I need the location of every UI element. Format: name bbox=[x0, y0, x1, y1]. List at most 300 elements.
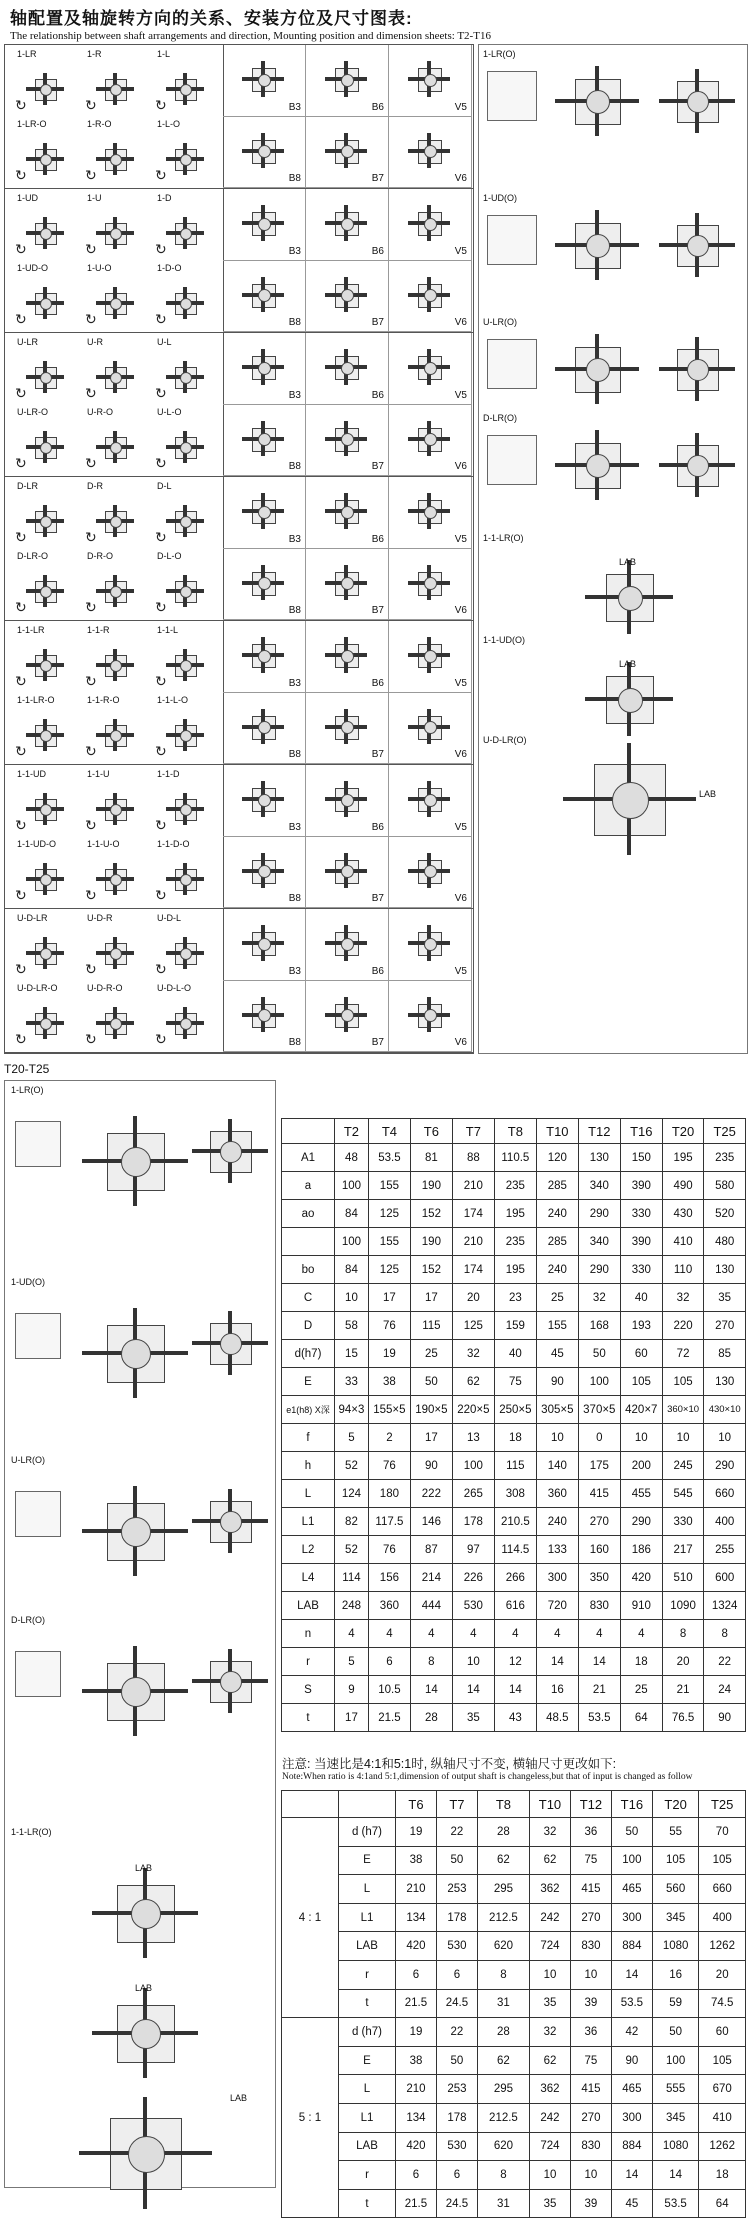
table-cell: 530 bbox=[452, 1592, 494, 1620]
table-cell: 720 bbox=[536, 1592, 578, 1620]
table-cell: 830 bbox=[578, 1592, 620, 1620]
rotation-arrow-icon: ↻ bbox=[155, 673, 167, 689]
table-cell: L1 bbox=[282, 1508, 335, 1536]
table-cell bbox=[282, 1228, 335, 1256]
rotation-arrow-icon: ↻ bbox=[15, 1031, 27, 1047]
table-cell: 35 bbox=[530, 1989, 571, 2018]
flange-circle bbox=[424, 289, 437, 302]
table-cell: 600 bbox=[704, 1564, 746, 1592]
table-cell: 4 bbox=[620, 1620, 662, 1648]
table-cell: h bbox=[282, 1452, 335, 1480]
arrangement-picture bbox=[83, 193, 143, 263]
arrangement-picture bbox=[83, 49, 143, 119]
drawing-label: 1-1-UD(O) bbox=[483, 635, 525, 645]
table-cell: 10 bbox=[570, 1960, 611, 1989]
flange-circle bbox=[180, 1018, 192, 1030]
front-view-drawing bbox=[15, 1651, 61, 1697]
table-cell: 25 bbox=[536, 1284, 578, 1312]
column-header: T20 bbox=[652, 1791, 699, 1818]
mounting-position bbox=[223, 981, 306, 1053]
table-cell: 8 bbox=[477, 2161, 529, 2190]
table-cell: 45 bbox=[536, 1340, 578, 1368]
flange-circle bbox=[612, 782, 649, 819]
table-cell: 178 bbox=[452, 1508, 494, 1536]
mounting-position bbox=[306, 621, 389, 693]
table-cell: LAB bbox=[282, 1592, 335, 1620]
table-cell: 6 bbox=[368, 1648, 410, 1676]
column-header bbox=[282, 1791, 339, 1818]
table-cell: 1324 bbox=[704, 1592, 746, 1620]
rotation-arrow-icon: ↻ bbox=[85, 311, 97, 327]
table-cell: 250×5 bbox=[494, 1396, 536, 1424]
mounting-label: V6 bbox=[454, 461, 467, 472]
flange-circle bbox=[341, 577, 354, 590]
flange-circle bbox=[180, 298, 192, 310]
mounting-label: B3 bbox=[288, 965, 301, 977]
flange-circle bbox=[180, 874, 192, 886]
table-cell: 174 bbox=[452, 1200, 494, 1228]
table-cell: 152 bbox=[410, 1200, 452, 1228]
table-cell: 248 bbox=[335, 1592, 369, 1620]
mounting-position bbox=[389, 261, 472, 333]
mounting-label: B7 bbox=[371, 749, 384, 760]
flange-circle bbox=[110, 516, 122, 528]
arrangement-label: U-R-O bbox=[87, 407, 113, 417]
rotation-arrow-icon: ↻ bbox=[15, 599, 27, 615]
table-cell: 72 bbox=[662, 1340, 704, 1368]
flange-circle bbox=[180, 84, 192, 96]
table-cell: 415 bbox=[570, 1875, 611, 1904]
flange-circle bbox=[121, 1147, 151, 1177]
table-cell: 15 bbox=[335, 1340, 369, 1368]
flange-circle bbox=[341, 865, 354, 878]
flange-circle bbox=[258, 289, 271, 302]
table-cell: 100 bbox=[335, 1228, 369, 1256]
table-cell: 4 bbox=[410, 1620, 452, 1648]
flange-circle bbox=[586, 358, 610, 382]
table-row bbox=[282, 2132, 746, 2161]
arrangement-label: U-D-LR bbox=[17, 913, 48, 923]
table-cell: 420 bbox=[620, 1564, 662, 1592]
rotation-arrow-icon: ↻ bbox=[15, 673, 27, 689]
table-cell: 19 bbox=[368, 1340, 410, 1368]
table-cell: 420 bbox=[396, 1932, 437, 1961]
column-header bbox=[339, 1791, 396, 1818]
rotation-arrow-icon: ↻ bbox=[15, 167, 27, 183]
flange-circle bbox=[40, 948, 52, 960]
table-cell: 300 bbox=[536, 1564, 578, 1592]
table-cell: 97 bbox=[452, 1536, 494, 1564]
table-cell: 660 bbox=[704, 1480, 746, 1508]
drawing-label: D-LR(O) bbox=[483, 413, 517, 423]
table-cell: 50 bbox=[410, 1368, 452, 1396]
table-cell: 415 bbox=[578, 1480, 620, 1508]
table-cell: 105 bbox=[620, 1368, 662, 1396]
flange-circle bbox=[180, 154, 192, 166]
table-cell: 20 bbox=[452, 1284, 494, 1312]
mounting-label: V5 bbox=[454, 245, 467, 257]
mounting-label: B3 bbox=[288, 677, 301, 689]
table-cell: 14 bbox=[652, 2161, 699, 2190]
table-cell: 33 bbox=[335, 1368, 369, 1396]
table-cell: 290 bbox=[620, 1508, 662, 1536]
arrangement-picture bbox=[153, 625, 213, 695]
flange-circle bbox=[341, 506, 354, 519]
table-cell: 35 bbox=[530, 2189, 571, 2218]
table-cell: 1262 bbox=[699, 2132, 746, 2161]
flange-circle bbox=[121, 1677, 151, 1707]
flange-circle bbox=[40, 874, 52, 886]
front-view-drawing bbox=[487, 339, 537, 389]
table-cell: 22 bbox=[704, 1648, 746, 1676]
table-cell: 1080 bbox=[652, 2132, 699, 2161]
table-cell: t bbox=[339, 2189, 396, 2218]
table-cell: E bbox=[339, 2046, 396, 2075]
table-cell: 130 bbox=[704, 1256, 746, 1284]
table-row bbox=[282, 1144, 746, 1172]
arrangement-label: U-D-LR-O bbox=[17, 983, 58, 993]
table-cell: t bbox=[339, 1989, 396, 2018]
drawing-label: U-LR(O) bbox=[483, 317, 517, 327]
flange-circle bbox=[110, 442, 122, 454]
table-cell: 210 bbox=[396, 1875, 437, 1904]
table-cell: 10 bbox=[530, 1960, 571, 1989]
flange-circle bbox=[258, 794, 271, 807]
table-cell: 110.5 bbox=[494, 1144, 536, 1172]
mounting-label: B8 bbox=[288, 893, 301, 904]
flange-circle bbox=[341, 1009, 354, 1022]
mounting-label: B8 bbox=[288, 1037, 301, 1048]
mounting-label: V6 bbox=[454, 317, 467, 328]
table-cell: 180 bbox=[368, 1480, 410, 1508]
flange-circle bbox=[110, 84, 122, 96]
arrangement-label: U-LR-O bbox=[17, 407, 48, 417]
arrangement-label: 1-1-LR-O bbox=[17, 695, 55, 705]
rotation-arrow-icon: ↻ bbox=[155, 97, 167, 113]
table-cell: 530 bbox=[436, 2132, 477, 2161]
arrangement-label: 1-UD-O bbox=[17, 263, 48, 273]
table-cell: 10 bbox=[620, 1424, 662, 1452]
table-cell: 2 bbox=[368, 1424, 410, 1452]
table-cell: 235 bbox=[494, 1172, 536, 1200]
rotation-arrow-icon: ↻ bbox=[85, 97, 97, 113]
table-cell: 285 bbox=[536, 1172, 578, 1200]
rotation-arrow-icon: ↻ bbox=[85, 887, 97, 903]
flange-circle bbox=[341, 794, 354, 807]
table-cell: 87 bbox=[410, 1536, 452, 1564]
table-cell: r bbox=[282, 1648, 335, 1676]
front-view-drawing bbox=[487, 71, 537, 121]
table-cell: 490 bbox=[662, 1172, 704, 1200]
table-cell: 10 bbox=[662, 1424, 704, 1452]
table-cell: 9 bbox=[335, 1676, 369, 1704]
arrangement-label: U-L bbox=[157, 337, 172, 347]
flange-circle bbox=[258, 721, 271, 734]
table-cell: 81 bbox=[410, 1144, 452, 1172]
lab-dimension-label: LAB bbox=[699, 789, 717, 799]
table-cell: 75 bbox=[570, 1846, 611, 1875]
table-cell: 4 bbox=[578, 1620, 620, 1648]
table-cell: 1090 bbox=[662, 1592, 704, 1620]
arrangement-picture bbox=[13, 193, 73, 263]
ratio-cell: 5 : 1 bbox=[282, 2018, 339, 2218]
table-cell: 670 bbox=[699, 2075, 746, 2104]
ratio-cell: 4 : 1 bbox=[282, 1818, 339, 2018]
table-cell: 84 bbox=[335, 1200, 369, 1228]
arrangement-label: 1-U-O bbox=[87, 263, 112, 273]
table-row bbox=[282, 1172, 746, 1200]
mounting-label: V6 bbox=[454, 173, 467, 184]
arrangement-cell bbox=[5, 621, 224, 764]
mounting-position bbox=[306, 837, 389, 909]
mounting-label: B7 bbox=[371, 461, 384, 472]
rotation-arrow-icon: ↻ bbox=[15, 311, 27, 327]
table-cell: n bbox=[282, 1620, 335, 1648]
flange-circle bbox=[424, 865, 437, 878]
table-cell: 19 bbox=[396, 2018, 437, 2047]
lab-dimension-label: LAB bbox=[230, 2093, 248, 2103]
table-cell: 510 bbox=[662, 1564, 704, 1592]
drawing-label: U-LR(O) bbox=[11, 1455, 45, 1465]
table-cell: 300 bbox=[611, 1903, 652, 1932]
table-cell: 130 bbox=[578, 1144, 620, 1172]
table-cell: 884 bbox=[611, 1932, 652, 1961]
table-cell: 110 bbox=[662, 1256, 704, 1284]
flange-circle bbox=[180, 730, 192, 742]
table-cell: 724 bbox=[530, 2132, 571, 2161]
table-row bbox=[282, 2075, 746, 2104]
mounting-label: B3 bbox=[288, 245, 301, 257]
arrangement-label: U-D-R-O bbox=[87, 983, 123, 993]
flange-circle bbox=[424, 218, 437, 231]
table-cell: 124 bbox=[335, 1480, 369, 1508]
table-cell: 620 bbox=[477, 2132, 529, 2161]
table-cell: 50 bbox=[436, 1846, 477, 1875]
arrangement-label: 1-L-O bbox=[157, 119, 181, 129]
table-cell: 160 bbox=[578, 1536, 620, 1564]
flange-circle bbox=[424, 362, 437, 375]
arrangement-row bbox=[5, 189, 473, 333]
dimension-drawings-panel bbox=[478, 44, 748, 1054]
flange-circle bbox=[258, 74, 271, 87]
rotation-arrow-icon: ↻ bbox=[155, 529, 167, 545]
table-cell: 6 bbox=[436, 2161, 477, 2190]
mounting-label: V6 bbox=[454, 749, 467, 760]
mounting-position bbox=[389, 693, 472, 765]
arrangement-picture bbox=[83, 625, 143, 695]
table-cell: 270 bbox=[578, 1508, 620, 1536]
table-row bbox=[282, 1312, 746, 1340]
mounting-position bbox=[389, 405, 472, 477]
mounting-label: B3 bbox=[288, 533, 301, 545]
flange-circle bbox=[341, 289, 354, 302]
table-cell: 4 bbox=[494, 1620, 536, 1648]
table-cell: 4 bbox=[452, 1620, 494, 1648]
mounting-position bbox=[306, 405, 389, 477]
mounting-position bbox=[389, 333, 472, 405]
section-title-t20-t25: T20-T25 bbox=[4, 1062, 50, 1076]
flange-circle bbox=[110, 154, 122, 166]
flange-circle bbox=[586, 90, 610, 114]
table-cell: 105 bbox=[699, 2046, 746, 2075]
title-cn: 轴配置及轴旋转方向的关系、安装方位及尺寸图表: bbox=[10, 9, 413, 28]
arrangement-picture bbox=[153, 695, 213, 765]
table-cell: 186 bbox=[620, 1536, 662, 1564]
table-cell: 178 bbox=[436, 1903, 477, 1932]
table-cell: 18 bbox=[494, 1424, 536, 1452]
table-cell: 214 bbox=[410, 1564, 452, 1592]
flange-circle bbox=[258, 506, 271, 519]
table-cell: 22 bbox=[436, 2018, 477, 2047]
table-header-row bbox=[282, 1791, 746, 1818]
rotation-arrow-icon: ↻ bbox=[85, 167, 97, 183]
table-row bbox=[282, 1424, 746, 1452]
table-cell: 190 bbox=[410, 1172, 452, 1200]
mounting-label: B6 bbox=[371, 101, 384, 113]
table-cell: 212.5 bbox=[477, 1903, 529, 1932]
table-cell: 76 bbox=[368, 1452, 410, 1480]
table-cell: 200 bbox=[620, 1452, 662, 1480]
column-header: T16 bbox=[620, 1119, 662, 1144]
table-cell: 100 bbox=[335, 1172, 369, 1200]
flange-circle bbox=[40, 84, 52, 96]
table-cell: 295 bbox=[477, 1875, 529, 1904]
table-cell: 125 bbox=[452, 1312, 494, 1340]
flange-circle bbox=[110, 874, 122, 886]
rotation-arrow-icon: ↻ bbox=[85, 817, 97, 833]
flange-circle bbox=[110, 1018, 122, 1030]
rotation-arrow-icon: ↻ bbox=[15, 455, 27, 471]
drawing-label: 1-1-LR(O) bbox=[11, 1827, 52, 1837]
table-cell: 100 bbox=[452, 1452, 494, 1480]
arrangement-cell bbox=[5, 765, 224, 908]
table-header-row bbox=[282, 1119, 746, 1144]
table-cell: 100 bbox=[578, 1368, 620, 1396]
arrangement-picture bbox=[153, 839, 213, 909]
mounting-position bbox=[389, 621, 472, 693]
table-cell: E bbox=[339, 1846, 396, 1875]
table-cell: 18 bbox=[620, 1648, 662, 1676]
mounting-position bbox=[223, 189, 306, 261]
table-cell: 10 bbox=[570, 2161, 611, 2190]
table-cell: 32 bbox=[530, 1818, 571, 1847]
table-cell: 350 bbox=[578, 1564, 620, 1592]
table-cell: 5 bbox=[335, 1424, 369, 1452]
table-cell: 240 bbox=[536, 1256, 578, 1284]
table-cell: 62 bbox=[477, 1846, 529, 1875]
arrangement-label: 1-1-R-O bbox=[87, 695, 120, 705]
table-cell: 32 bbox=[578, 1284, 620, 1312]
rotation-arrow-icon: ↻ bbox=[155, 887, 167, 903]
flange-circle bbox=[220, 1333, 242, 1355]
arrangement-picture bbox=[13, 983, 73, 1053]
arrangement-picture bbox=[83, 551, 143, 621]
table-cell: 266 bbox=[494, 1564, 536, 1592]
table-cell: 58 bbox=[335, 1312, 369, 1340]
table-cell: 295 bbox=[477, 2075, 529, 2104]
column-header: T8 bbox=[494, 1119, 536, 1144]
flange-circle bbox=[40, 516, 52, 528]
flange-circle bbox=[258, 1009, 271, 1022]
arrangement-picture bbox=[13, 551, 73, 621]
table-cell: 39 bbox=[570, 2189, 611, 2218]
table-row bbox=[282, 1648, 746, 1676]
table-cell: 580 bbox=[704, 1172, 746, 1200]
flange-circle bbox=[424, 433, 437, 446]
table-cell: 270 bbox=[704, 1312, 746, 1340]
table-cell: 117.5 bbox=[368, 1508, 410, 1536]
table-row bbox=[282, 1396, 746, 1424]
arrangement-label: D-R-O bbox=[87, 551, 113, 561]
table-cell: d (h7) bbox=[339, 1818, 396, 1847]
table-cell: t bbox=[282, 1704, 335, 1732]
table-cell: 253 bbox=[436, 1875, 477, 1904]
arrangement-label: 1-LR-O bbox=[17, 119, 47, 129]
table-cell: 38 bbox=[368, 1368, 410, 1396]
flange-circle bbox=[110, 586, 122, 598]
mounting-label: V5 bbox=[454, 965, 467, 977]
mounting-position bbox=[223, 333, 306, 405]
mounting-label: V5 bbox=[454, 677, 467, 689]
table-cell: 70 bbox=[699, 1818, 746, 1847]
mounting-cell bbox=[223, 621, 473, 764]
table-cell: 400 bbox=[699, 1903, 746, 1932]
arrangement-label: 1-R bbox=[87, 49, 102, 59]
rotation-arrow-icon: ↻ bbox=[15, 817, 27, 833]
arrangement-picture bbox=[13, 769, 73, 839]
arrangement-label: D-L bbox=[157, 481, 172, 491]
mounting-cell bbox=[223, 333, 473, 476]
flange-circle bbox=[40, 660, 52, 672]
arrangement-cell bbox=[5, 189, 224, 332]
table-cell: 660 bbox=[699, 1875, 746, 1904]
mounting-label: V6 bbox=[454, 605, 467, 616]
table-cell: 88 bbox=[452, 1144, 494, 1172]
flange-circle bbox=[131, 1899, 161, 1929]
flange-circle bbox=[258, 938, 271, 951]
table-cell: E bbox=[282, 1368, 335, 1396]
column-header: T6 bbox=[410, 1119, 452, 1144]
table-cell: 100 bbox=[611, 1846, 652, 1875]
table-cell: 155 bbox=[368, 1228, 410, 1256]
mounting-position bbox=[223, 117, 306, 189]
table-cell: L bbox=[282, 1480, 335, 1508]
table-cell: 134 bbox=[396, 1903, 437, 1932]
table-cell: 19 bbox=[396, 1818, 437, 1847]
table-cell: 50 bbox=[652, 2018, 699, 2047]
arrangement-label: 1-D-O bbox=[157, 263, 182, 273]
rotation-arrow-icon: ↻ bbox=[155, 743, 167, 759]
table-cell: 62 bbox=[477, 2046, 529, 2075]
table-cell: 415 bbox=[570, 2075, 611, 2104]
flange-circle bbox=[220, 1141, 242, 1163]
table-cell: 305×5 bbox=[536, 1396, 578, 1424]
drawing-label: 1-LR(O) bbox=[483, 49, 516, 59]
table-cell: 39 bbox=[570, 1989, 611, 2018]
table-row bbox=[282, 1903, 746, 1932]
arrangement-label: 1-1-UD bbox=[17, 769, 47, 779]
flange-circle bbox=[40, 730, 52, 742]
rotation-arrow-icon: ↻ bbox=[15, 97, 27, 113]
mounting-position bbox=[306, 693, 389, 765]
table-cell: 390 bbox=[620, 1228, 662, 1256]
table-cell: 59 bbox=[652, 1989, 699, 2018]
table-cell: D bbox=[282, 1312, 335, 1340]
table-cell: 21 bbox=[578, 1676, 620, 1704]
arrangement-label: D-R bbox=[87, 481, 103, 491]
arrangement-picture bbox=[83, 983, 143, 1053]
table-cell: 245 bbox=[662, 1452, 704, 1480]
